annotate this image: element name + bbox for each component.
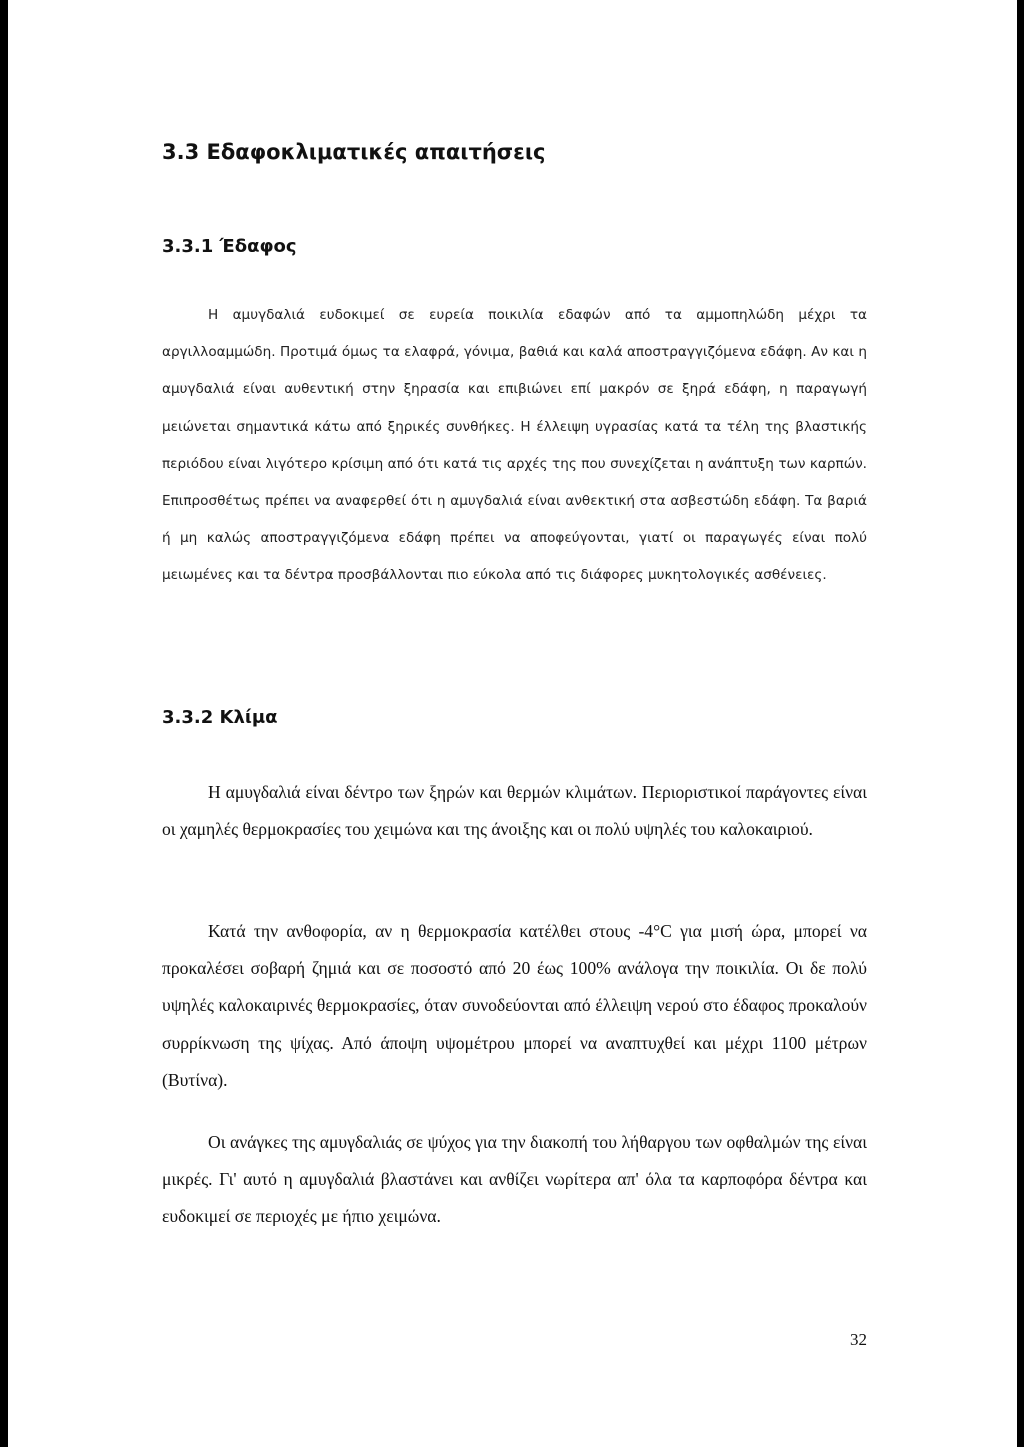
page-number: 32 (850, 1330, 867, 1349)
document-page (8, 0, 1017, 1447)
soil-paragraph: Η αμυγδαλιά ευδοκιμεί σε ευρεία ποικιλία εδαφών από τα αμμοπηλώδη μέχρι τα αργιλλοαμμώδη. Προτιμά όμως τα ελαφρά, γόνιμα, βαθιά και καλά αποστραγγιζόμενα εδάφη. Αν και η αμυγδαλιά είναι αυθεντική στην ξηρασία και επιβιώνει επί μακρόν σε ξηρά εδάφη, η παραγωγή μειώνεται σημαντικά κάτω από ξηρικές συνθήκες. Η έλλειψη υγρασίας κατά τα τέλη της βλαστικής περιόδου είναι λιγότερο κρίσιμη από ότι κατά τις αρχές της που συνεχίζεται η ανάπτυξη των καρπών. Επιπροσθέτως πρέπει να αναφερθεί ότι η αμυγδαλιά είναι ανθεκτική στα ασβεστώδη εδάφη. Τα βαριά ή μη καλώς αποστραγγιζόμενα εδάφη πρέπει να αποφεύγονται, γιατί οι παραγωγές είναι πολύ μειωμένες και τα δέντρα προσβάλλονται πιο εύκολα από τις διάφορες μυκητολογικές ασθένειες. (162, 307, 867, 584)
climate-heading: 3.3.2 Κλίμα (162, 707, 278, 728)
climate-paragraph-2: Κατά την ανθοφορία, αν η θερμοκρασία κατέλθει στους -4°C για μισή ώρα, μπορεί να προκαλέσει σοβαρή ζημιά και σε ποσοστό από 20 έως 100% ανάλογα την ποικιλία. Οι δε πολύ υψηλές καλοκαιρινές θερμοκρασίες, όταν συνοδεύονται από έλλειψη νερού στο έδαφος προκαλούν συρρίκνωση της ψίχας. Από άποψη υψομέτρου μπορεί να αναπτυχθεί και μέχρι 1100 μέτρων (Βυτίνα). (162, 921, 867, 1090)
soil-heading: 3.3.1 Έδαφος (162, 236, 297, 257)
climate-paragraph-3: Οι ανάγκες της αμυγδαλιάς σε ψύχος για την διακοπή του λήθαργου των οφθαλμών της είναι μικρές. Γι' αυτό η αμυγδαλιά βλαστάνει και ανθίζει νωρίτερα απ' όλα τα καρποφόρα δέντρα και ευδοκιμεί σε περιοχές με ήπιο χειμώνα. (162, 1132, 867, 1227)
section-title: 3.3 Εδαφοκλιματικές απαιτήσεις (162, 140, 546, 164)
climate-paragraph-1: Η αμυγδαλιά είναι δέντρο των ξηρών και θερμών κλιμάτων. Περιοριστικοί παράγοντες είναι οι χαμηλές θερμοκρασίες του χειμώνα και της άνοιξης και οι πολύ υψηλές του καλοκαιριού. (162, 782, 867, 840)
